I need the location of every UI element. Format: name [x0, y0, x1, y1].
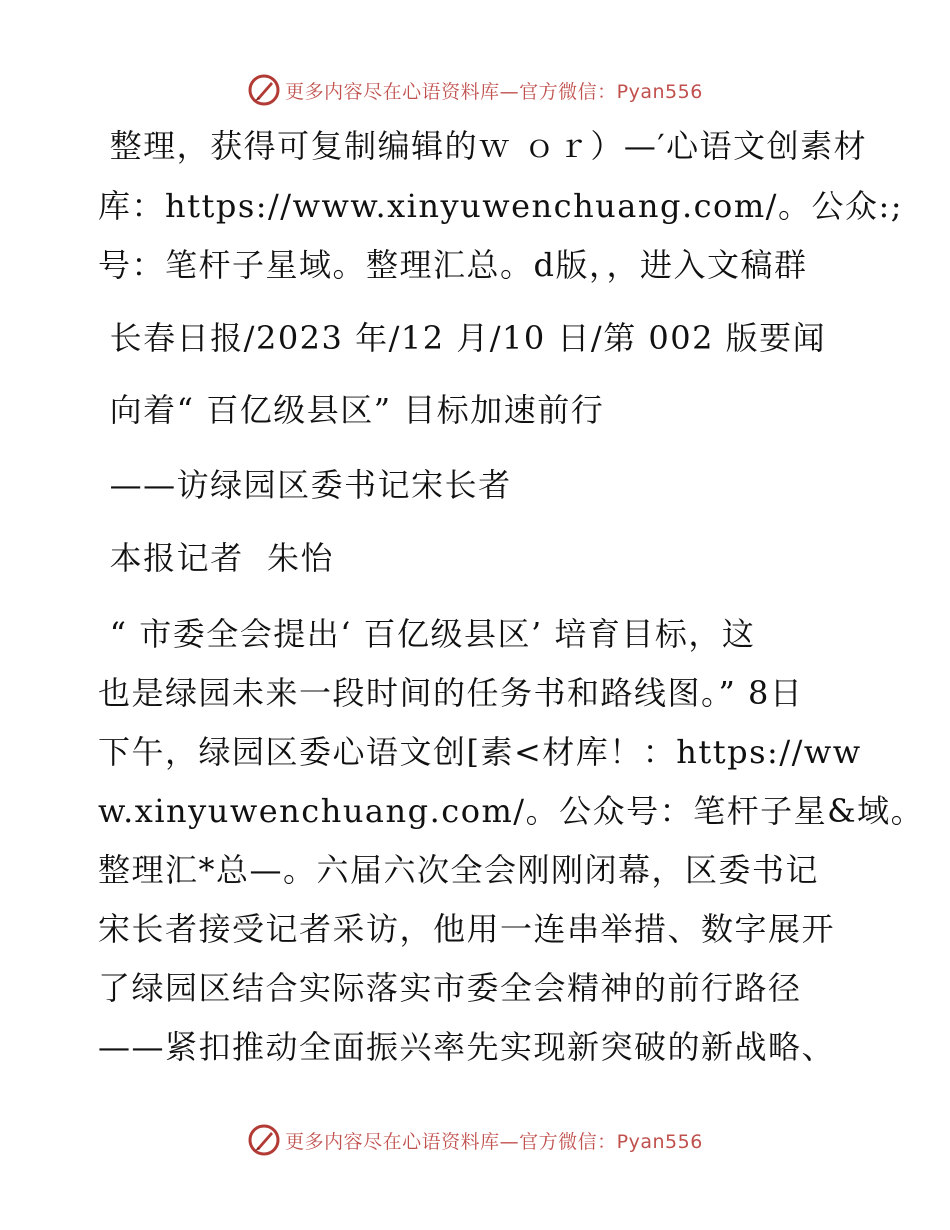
text-line: ——访绿园区委书记宋长者 — [98, 466, 512, 504]
text-line: “ 市委全会提出‘ 百亿级县区’ 培育目标，这 — [98, 615, 756, 653]
text-line: ——紧扣推动全面振兴率先实现新突破的新战略、 — [98, 1028, 836, 1066]
header-watermark — [0, 70, 950, 110]
quill-pen-icon — [247, 73, 281, 107]
text-line: 整理，获得可复制编辑的ｗ ｏｒ）—′心语文创素材 — [98, 127, 868, 165]
watermark-text: 更多内容尽在心语资料库—官方微信：Pyan556 — [285, 80, 703, 103]
text-line: 向着“ 百亿级县区” 目标加速前行 — [98, 391, 605, 429]
text-line: 号：笔杆子星域。整理汇总。d版，，进入文稿群 — [98, 246, 808, 284]
text-line: 本报记者 朱怡 — [98, 539, 335, 577]
text-line: 宋长者接受记者采访，他用一连串举措、数字展开 — [98, 910, 836, 948]
quill-pen-icon — [247, 1123, 281, 1157]
text-line: 库：https://www.xinyuwenchuang.com/。公众:; — [98, 187, 904, 225]
text-line: 长春日报/2023 年/12 月/10 日/第 002 版要闻 — [98, 319, 827, 357]
text-line: 下午，绿园区委心语文创[素<材库！：https://ww — [98, 733, 862, 771]
text-line: 整理汇*总—。六届六次全会刚刚闭幕，区委书记 — [98, 851, 820, 889]
footer-watermark — [0, 1120, 950, 1160]
text-line: w.xinyuwenchuang.com/。公众号：笔杆子星&域。 — [98, 792, 925, 830]
text-line: 了绿园区结合实际落实市委全会精神的前行路径 — [98, 969, 802, 1007]
text-line: 也是绿园未来一段时间的任务书和路线图。” 8日 — [98, 674, 804, 712]
watermark-text: 更多内容尽在心语资料库—官方微信：Pyan556 — [285, 1130, 703, 1153]
